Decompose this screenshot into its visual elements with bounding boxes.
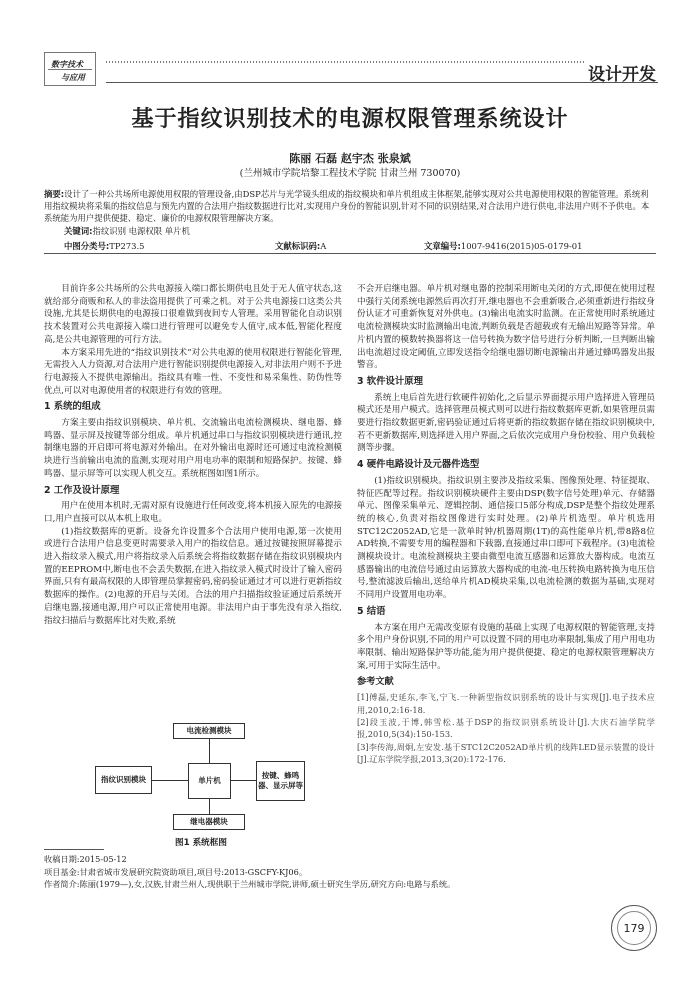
header-dot-pattern (106, 60, 586, 64)
reference-1: [1]傅磊,史延东,李飞,宁飞.一种新型指纹识别系统的设计与实现[J].电子技术应用,2010,2:16-18. (357, 692, 655, 715)
abstract-text: 设计了一种公共场所电源使用权限的管理设备,由DSP芯片与光学镜头组成的指纹模块和单片机组成主体框架,能够实现对公共电源使用权限的智能管理。系统利用指纹模块将采集的指纹信息与预先内置的合法用户指纹数据进行比对,实现用户身份的智能识别,针对不同的识别结果,对合法用户进行供电,非法用户则不予供电。本系统能为用户提供便捷、稳定、廉价的电源权限管理解决方案。 (44, 189, 650, 223)
current-detect-module-box: 电流检测模块 (173, 723, 245, 739)
fingerprint-module-box: 指纹识别模块 (95, 766, 152, 794)
section-5-heading: 5 结语 (357, 605, 386, 617)
left-column (44, 283, 342, 627)
footnote-rule (44, 849, 104, 850)
clc-number (64, 240, 144, 252)
intro-paragraph-1: 目前许多公共场所的公共电源接入端口都长期供电且处于无人值守状态,这就给部分商贩和私人的非法盗用提供了可乘之机。对于公共电源接口这类公共设施,尤其是长期供电的电源接口很难做到夜间专人管理。采用智能化自动识别技术装置对公共电源接入端口进行管理可以避免专人值守,成本低,智能化程度高,是公共电源管理的可行方法。 (44, 284, 342, 345)
article-affiliation: (兰州城市学院培黎工程技术学院 甘肃兰州 730070) (239, 168, 461, 179)
document-code (275, 240, 326, 252)
fund-info: 项目基金:甘肃省城市发展研究院资助项目,项目号:2013-GSCFY-KJ06。 (44, 866, 308, 877)
mcu-box: 单片机 (188, 763, 231, 799)
received-date: 收稿日期:2015-05-12 (44, 854, 127, 864)
abstract (44, 188, 656, 224)
article-no-value: 1007-9416(2015)05-0179-01 (460, 241, 583, 251)
header-separator (44, 253, 656, 254)
section-4-paragraph: (1)指纹识别模块。指纹识别主要涉及指纹采集、图像预处理、特征提取、特征匹配等过程。指纹识别模块硬件主要由DSP(数字信号处理)单元、存储器单元、图像采集单元、逻辑控制、通信接口5部分构成,DSP是整个指纹处理系统的核心,负责对指纹图像进行实时处理。(2)单片机选型。单片机选用STC12C2052AD,它是一款单时钟/机器周期(1T)的高性能单片机,带8路8位AD转换,不需要专用的编程器和下载器,直接通过串口即可下载程序。(3)电流检测模块设计。电流检测模块主要由微型电流互感器和运算放大器构成。电流互感器输出的电流信号通过由运算放大器构成的电流-电压转换电路转换为电压信号,整流滤波后输出,送给单片机AD模块采集,以电流检测的数据为基础,实现对不同用户设置用电功率。 (357, 475, 655, 601)
figure-1-caption: 图1 系统框图 (175, 838, 227, 848)
section-4-heading: 4 硬件电路设计及元器件选型 (357, 459, 480, 471)
abstract-label: 摘要: (44, 189, 65, 199)
system-block-diagram (95, 721, 305, 831)
section-5-paragraph: 本方案在用户无需改变原有设施的基础上实现了电源权限的智能管理,支持多个用户身份识别,不同的用户可以设置不同的用电功率限制,集成了用户用电功率限制、输出短路保护等功能,能为用户提供便捷、稳定的电源权限管理解决方案,可用于实际生活中。 (357, 622, 655, 671)
page-number-badge (611, 905, 657, 951)
doc-label: 文献标识码: (275, 241, 321, 251)
section-2-heading: 2 工作及设计原理 (44, 484, 120, 496)
article-no-label: 文章编号: (424, 241, 461, 251)
references-list (357, 691, 655, 765)
section-3-heading: 3 软件设计原理 (357, 375, 424, 387)
section-3-paragraph: 系统上电后首先进行软硬件初始化,之后显示界面提示用户选择进入管理员模式还是用户模式。选择管理员模式则可以进行指纹数据库更新,如果管理员需要进行指纹数据更新,密码验证通过后将更新的指纹数据存储在指纹识别模块中,若不更新数据库,则选择进入用户界面,之后依次完成用户身份校验、用户负载检测等步骤。 (357, 392, 655, 454)
section-1-heading: 1 系统的组成 (44, 401, 101, 413)
reference-2: [2]段玉波,于博,韩雪松.基于DSP的指纹识别系统设计[J].大庆石油学院学报,2010,5(34):150-153. (357, 716, 655, 740)
article-authors: 陈丽 石磊 赵宇杰 张泉斌 (289, 152, 411, 165)
section-2-paragraph-2: (1)指纹数据库的更新。设备允许设置多个合法用户使用电源,第一次使用或进行合法用户信息变更时需要录入用户的指纹信息。通过按键按照屏幕提示进入指纹录入模式,用户将指纹录入后系统会将指纹数据存储在指纹识别模块内置的EEPROM中,断电也不会丢失数据,在进入指纹录入模式时设计了输入密码界面,只有有最高权限的人即管理员掌握密码,密码验证通过才可以进行更新指纹数据库的操作。(2)电源的开启与关闭。合法的用户扫描指纹验证通过后系统开启继电器,接通电源,用户可以正常使用电源。非法用户由于事先没有录入指纹,指纹扫描后与数据库比对失败,系统 (44, 526, 342, 626)
journal-logo-line1: 数字技术 (51, 60, 83, 69)
author-bio: 作者简介:陈丽(1979—),女,汉族,甘肃兰州人,现供职于兰州城市学院,讲师,硕士研究生学历,研究方向:电路与系统。 (44, 879, 456, 890)
section-label: 设计开发 (588, 65, 656, 85)
header-rule (106, 82, 658, 83)
footnotes (44, 853, 656, 891)
reference-3: [3]李传海,周炯,左安发.基于STC12C2052AD单片机的线阵LED显示装置的设计[J].辽东学院学报,2013,3(20):172-176. (357, 741, 655, 765)
relay-module-box: 继电器模块 (173, 814, 245, 830)
references-heading: 参考文献 (357, 676, 394, 688)
clc-label: 中图分类号: (64, 241, 110, 251)
keypad-buzzer-display-box: 按键、蜂鸣器、显示屏等 (256, 761, 305, 801)
right-column (357, 283, 655, 766)
article-number (424, 240, 582, 252)
keywords-label: 关键词: (64, 226, 93, 236)
keywords-text: 指纹识别 电源权限 单片机 (92, 226, 190, 236)
section-2-paragraph-1: 用户在使用本机时,无需对原有设施进行任何改变,将本机接入原先的电源接口,用户直接可以从本机上取电。 (44, 501, 342, 524)
journal-logo (44, 52, 96, 86)
doc-value: A (320, 241, 327, 251)
article-title: 基于指纹识别技术的电源权限管理系统设计 (131, 107, 569, 132)
section-1-paragraph: 方案主要由指纹识别模块、单片机、交流输出电流检测模块、继电器、蜂鸣器、显示屏及按键等部分组成。单片机通过串口与指纹识别模块进行通讯,控制继电器的开启即可将电源对外输出。在对外输出电源时还可通过电流检测模块进行当前输出电流的监测,实现对用户用电功率的限制和短路保护。按键、蜂鸣器、显示屏等可以实现人机交互。系统框图如图1所示。 (44, 418, 342, 479)
journal-logo-line2: 与应用 (61, 73, 85, 82)
keywords (64, 225, 190, 237)
right-paragraph-1: 不会开启继电器。单片机对继电器的控制采用断电关闭的方式,即便在使用过程中强行关闭系统电源然后再次打开,继电器也不会重新吸合,必须重新进行指纹身份认证才可重新恢复对外供电。(3)输出电流实时监测。在正常使用时系统通过电流检测模块实时监测输出电流,判断负载是否超载或有无输出短路等异常。单片机内置的模数转换器将这一信号转换为数字信号进行分析判断,一旦判断出输出电流超过设定阈值,立即发送指令给继电器切断电源输出并通过蜂鸣器发出报警音。 (357, 284, 655, 371)
intro-paragraph-2: 本方案采用先进的“指纹识别技术”对公共电源的使用权限进行智能化管理,无需投入人力资源,对合法用户进行智能识别提供电源接入,对非法用户则不予进行电源接入不提供电源输出。指纹具有唯一性、不变性和易采集性、防伪性等优点,可以对电源使用者的权限进行有效的管理。 (44, 347, 342, 396)
clc-value: TP273.5 (109, 241, 145, 251)
page-number: 179 (617, 911, 651, 945)
